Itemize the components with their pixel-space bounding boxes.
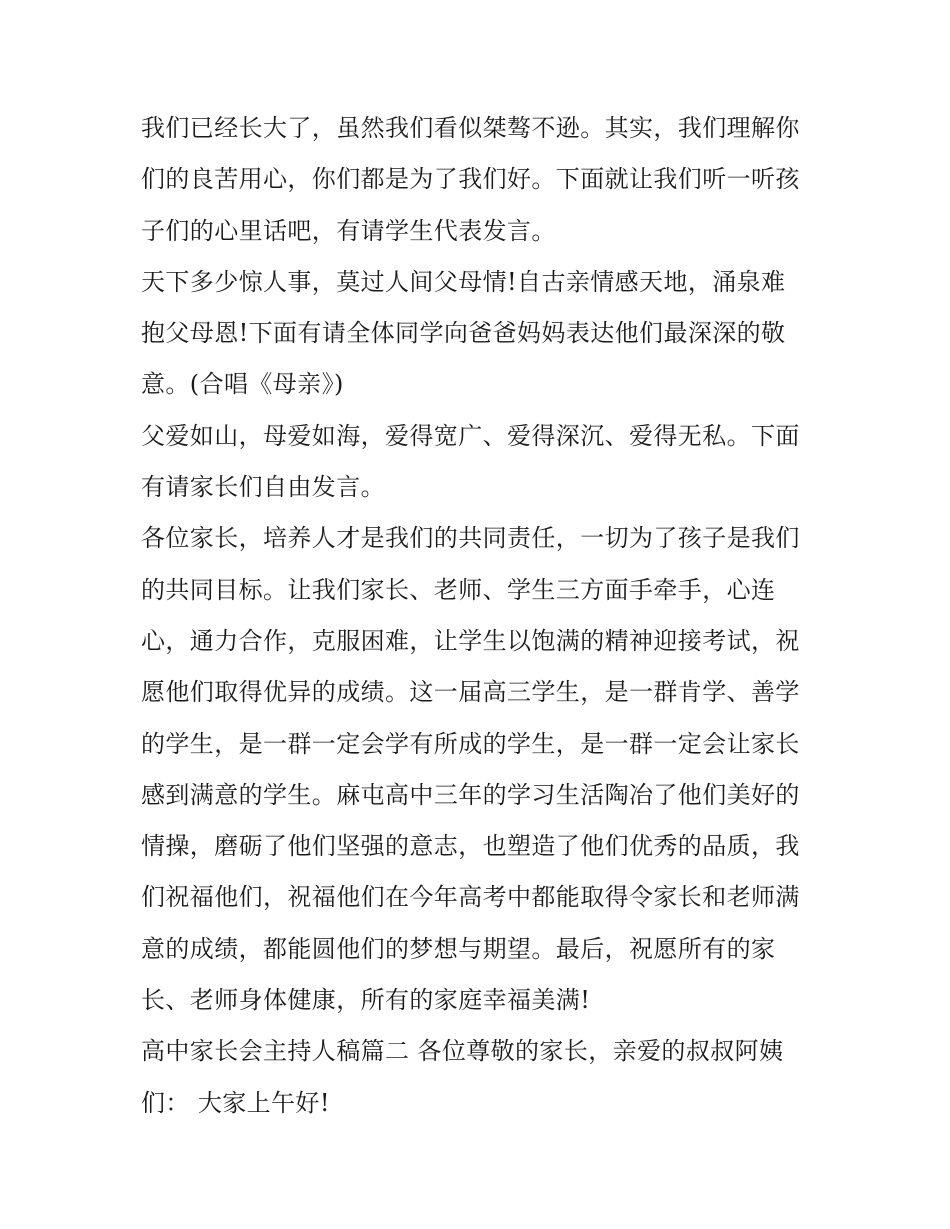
text-line: 意。(合唱《母亲》): [141, 370, 344, 399]
document-body: [141, 103, 816, 1129]
text-line: 们的良苦用心，你们都是为了我们好。下面就让我们听一听孩: [141, 165, 800, 194]
text-line: 长、老师身体健康，所有的家庭幸福美满!: [141, 986, 591, 1015]
text-line: 愿他们取得优异的成绩。这一届高三学生，是一群肯学、善学: [141, 678, 800, 707]
text-line: 们祝福他们，祝福他们在今年高考中都能取得令家长和老师满: [141, 883, 800, 912]
text-line: 的学生，是一群一定会学有所成的学生，是一群一定会让家长: [141, 729, 800, 758]
text-line: 感到满意的学生。麻屯高中三年的学习生活陶冶了他们美好的: [141, 780, 800, 809]
text-line: 子们的心里话吧，有请学生代表发言。: [141, 216, 556, 245]
text-line: 高中家长会主持人稿篇二 各位尊敬的家长，亲爱的叔叔阿姨: [141, 1037, 784, 1066]
text-line: 心，通力合作，克服困难，让学生以饱满的精神迎接考试，祝: [141, 626, 800, 655]
text-line: 父爱如山，母爱如海，爱得宽广、爱得深沉、爱得无私。下面: [141, 421, 800, 450]
text-line: 的共同目标。让我们家长、老师、学生三方面手牵手，心连: [141, 575, 776, 604]
text-line: 我们已经长大了，虽然我们看似桀骜不逊。其实，我们理解你: [141, 114, 800, 142]
text-line: 情操，磨砺了他们坚强的意志，也塑造了他们优秀的品质，我: [141, 832, 800, 861]
text-line: 各位家长，培养人才是我们的共同责任，一切为了孩子是我们: [141, 524, 800, 553]
text-line: 有请家长们自由发言。: [141, 473, 385, 502]
text-line: 天下多少惊人事，莫过人间父母情!自古亲情感天地，涌泉难: [141, 267, 786, 296]
text-line: 意的成绩，都能圆他们的梦想与期望。最后，祝愿所有的家: [141, 934, 776, 963]
text-line: 抱父母恩!下面有请全体同学向爸爸妈妈表达他们最深深的敬: [141, 319, 786, 348]
text-line: 们： 大家上午好!: [141, 1088, 330, 1117]
